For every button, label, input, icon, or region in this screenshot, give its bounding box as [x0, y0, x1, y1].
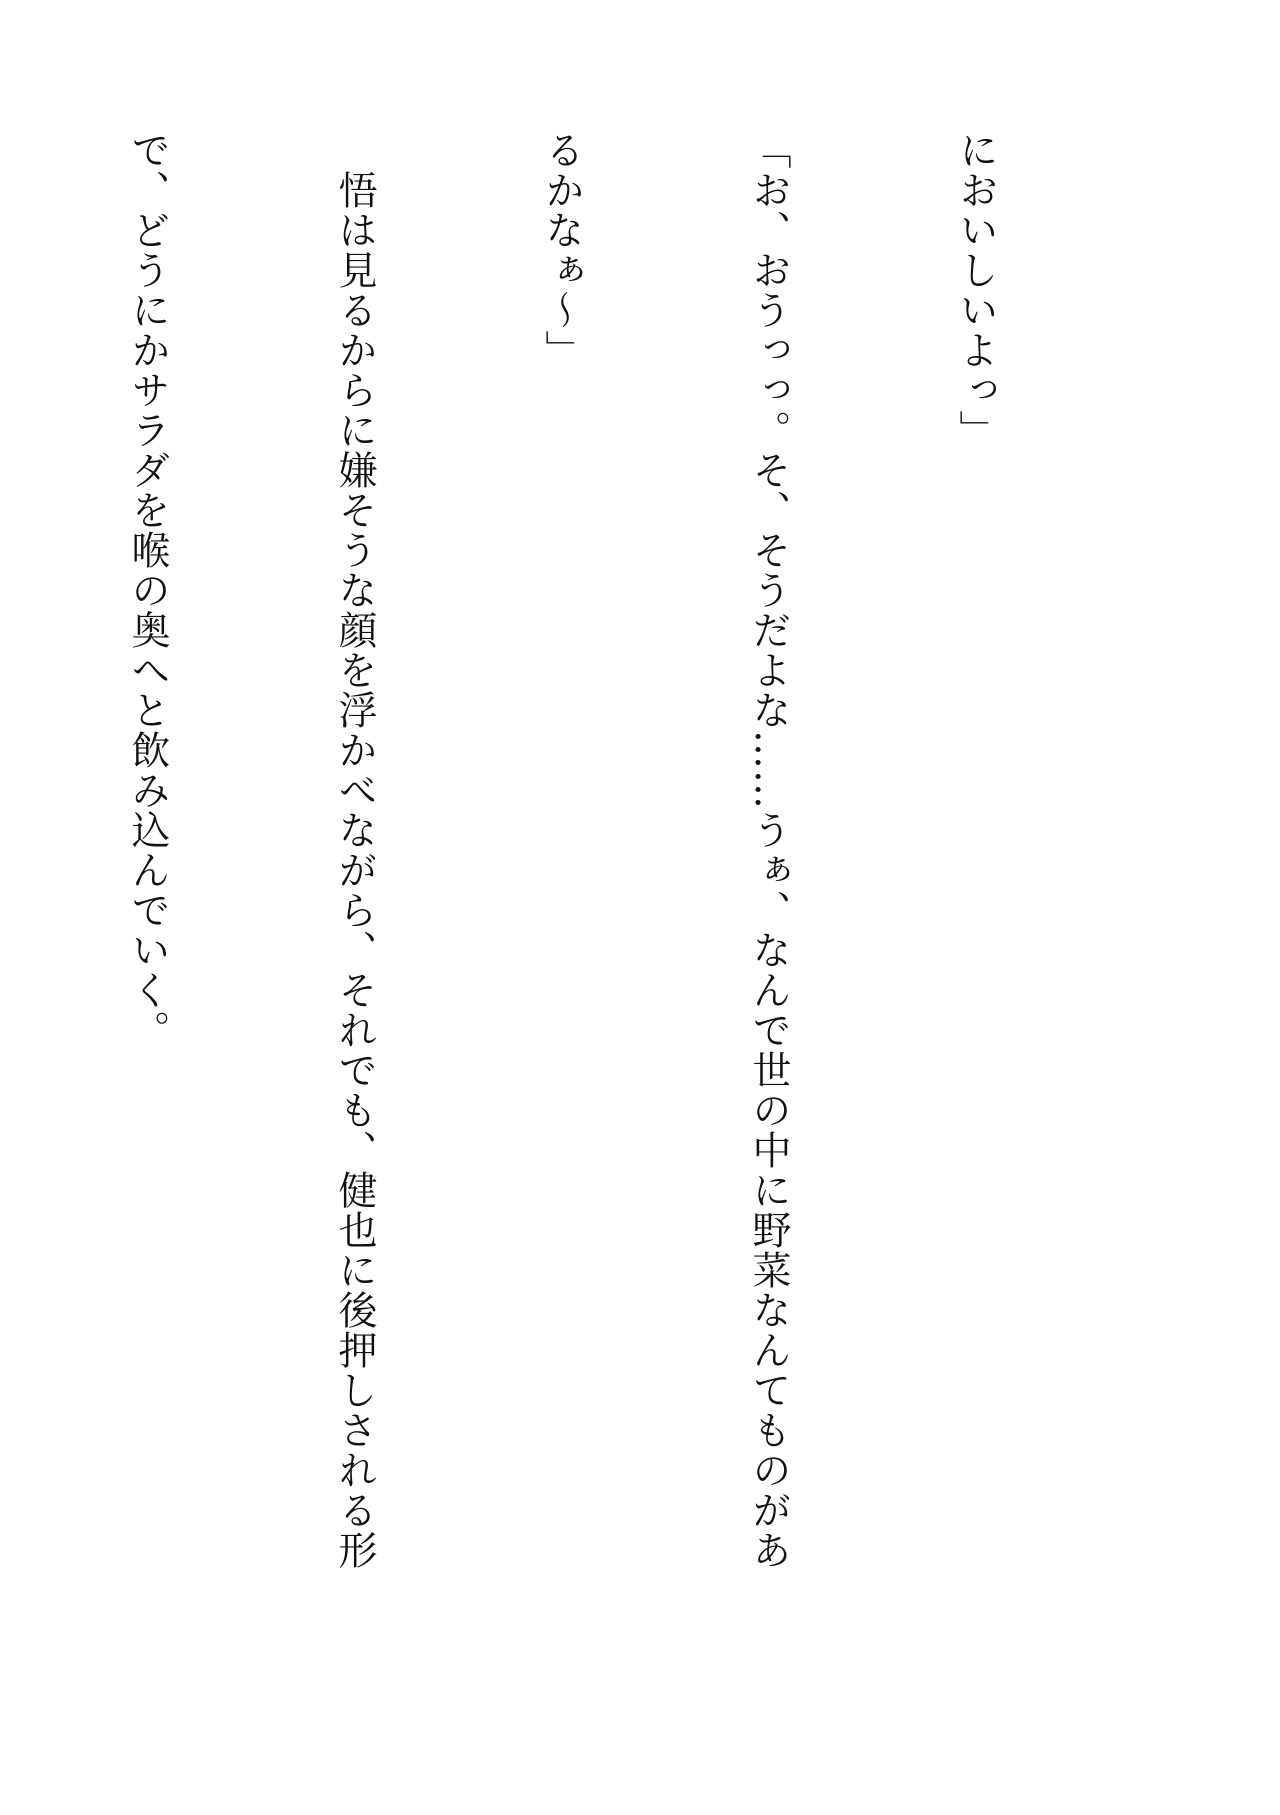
text-line: で、どうにかサラダを喉の奥へと飲み込んでいく。 — [125, 130, 170, 1050]
text-line: 悟は見るからに嫌そうな顔を浮かべながら、それでも、健也に後押しされる形 — [332, 130, 377, 1570]
text-line: 「お、おうっっ。そ、そうだよな……うぁ、なんで世の中に野菜なんてものがあ — [746, 130, 791, 1570]
text-line: においしいよっ」 — [953, 130, 998, 450]
vertical-text-body — [125, 130, 1148, 1690]
text-line: るかなぁ〜」 — [539, 130, 584, 370]
